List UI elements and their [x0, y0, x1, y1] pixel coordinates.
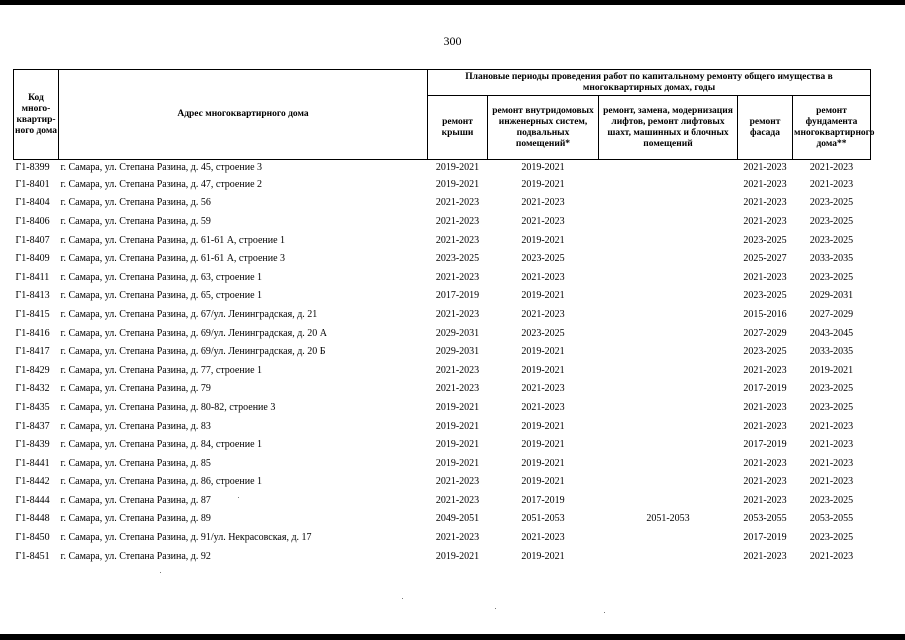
- row-code: Г1-8432: [15, 383, 50, 395]
- row-address: г. Самара, ул. Степана Разина, д. 47, строение 2: [60, 178, 263, 190]
- row-facade: 2021-2023: [743, 271, 787, 283]
- row-internal-systems: 2017-2019: [521, 494, 565, 506]
- row-roof: 2021-2023: [435, 494, 480, 506]
- row-roof: 2029-2031: [435, 346, 480, 358]
- row-code: Г1-8411: [15, 271, 50, 283]
- row-foundation: 2021-2023: [809, 420, 854, 432]
- row-address: г. Самара, ул. Степана Разина, д. 84, строение 1: [60, 439, 263, 451]
- row-internal-systems: 2021-2023: [521, 271, 565, 283]
- row-address: г. Самара, ул. Степана Разина, д. 56: [60, 197, 211, 209]
- row-facade: 2021-2023: [743, 550, 787, 562]
- row-internal-systems: 2019-2021: [521, 420, 565, 432]
- row-roof: 2021-2023: [435, 215, 480, 227]
- row-lifts: [599, 342, 738, 361]
- row-internal-systems: 2021-2023: [521, 197, 565, 209]
- row-internal-systems: 2021-2023: [521, 308, 565, 320]
- row-address: г. Самара, ул. Степана Разина, д. 83: [60, 420, 211, 432]
- row-roof: 2019-2021: [435, 550, 480, 562]
- row-lifts: [599, 212, 738, 231]
- row-code: Г1-8448: [15, 513, 50, 525]
- row-lifts: [599, 528, 738, 547]
- row-foundation: 2019-2021: [809, 364, 854, 376]
- row-roof: 2019-2021: [435, 401, 480, 413]
- table-row: [14, 510, 871, 529]
- row-internal-systems: 2019-2021: [521, 550, 565, 562]
- row-foundation: 2023-2025: [809, 271, 854, 283]
- row-roof: 2021-2023: [435, 383, 480, 395]
- row-code: Г1-8415: [15, 308, 50, 320]
- scan-speck: [402, 598, 403, 599]
- row-address: г. Самара, ул. Степана Разина, д. 69/ул. Ленинградская, д. 20 А: [60, 327, 328, 339]
- row-address: г. Самара, ул. Степана Разина, д. 85: [60, 457, 211, 469]
- row-lifts: [599, 231, 738, 250]
- row-lifts: [599, 249, 738, 268]
- table-row: [14, 435, 871, 454]
- row-lifts: 2051-2053: [646, 513, 690, 525]
- row-foundation: 2021-2023: [809, 457, 854, 469]
- row-address: г. Самара, ул. Степана Разина, д. 87: [60, 494, 211, 506]
- row-internal-systems: 2021-2023: [521, 215, 565, 227]
- row-roof: 2019-2021: [435, 420, 480, 432]
- row-address: г. Самара, ул. Степана Разина, д. 65, строение 1: [60, 290, 263, 302]
- row-address: г. Самара, ул. Степана Разина, д. 59: [60, 215, 211, 227]
- row-facade: 2021-2023: [743, 178, 787, 190]
- row-foundation: 2021-2023: [809, 476, 854, 488]
- row-internal-systems: 2019-2021: [521, 346, 565, 358]
- row-code: Г1-8401: [15, 178, 50, 190]
- row-address: г. Самара, ул. Степана Разина, д. 86, строение 1: [60, 476, 263, 488]
- row-address: г. Самара, ул. Степана Разина, д. 45, строение 3: [60, 162, 263, 173]
- table-row: [14, 231, 871, 250]
- row-code: Г1-8442: [15, 476, 50, 488]
- table-row: [14, 305, 871, 324]
- header-foundation: ремонт фундамента многоквартирного дома**: [793, 96, 871, 160]
- row-facade: 2021-2023: [743, 420, 787, 432]
- table-row: [14, 398, 871, 417]
- table-row: [14, 268, 871, 287]
- row-facade: 2027-2029: [743, 327, 787, 339]
- row-code: Г1-8413: [15, 290, 50, 302]
- row-address: г. Самара, ул. Степана Разина, д. 67/ул. Ленинградская, д. 21: [60, 308, 318, 320]
- row-roof: 2019-2021: [435, 439, 480, 451]
- table-row: [14, 473, 871, 492]
- scan-speck: [160, 572, 161, 573]
- row-internal-systems: 2021-2023: [521, 383, 565, 395]
- table-row: [14, 528, 871, 547]
- row-roof: 2021-2023: [435, 476, 480, 488]
- row-facade: 2021-2023: [743, 197, 787, 209]
- row-facade: 2023-2025: [743, 234, 787, 246]
- row-lifts: [599, 473, 738, 492]
- row-code: Г1-8399: [15, 162, 50, 173]
- row-lifts: [599, 194, 738, 213]
- row-foundation: 2023-2025: [809, 532, 854, 544]
- row-code: Г1-8416: [15, 327, 50, 339]
- table-row: [14, 324, 871, 343]
- row-foundation: 2043-2045: [809, 327, 854, 339]
- row-address: г. Самара, ул. Степана Разина, д. 92: [60, 550, 211, 562]
- header-address: Адрес многоквартирного дома: [59, 70, 428, 160]
- table-row: [14, 547, 871, 566]
- row-facade: 2023-2025: [743, 290, 787, 302]
- row-roof: 2019-2021: [435, 162, 480, 173]
- row-lifts: [599, 547, 738, 566]
- row-roof: 2019-2021: [435, 457, 480, 469]
- row-lifts: [599, 268, 738, 287]
- row-foundation: 2027-2029: [809, 308, 854, 320]
- capital-repair-table: [13, 69, 875, 565]
- row-roof: 2019-2021: [435, 178, 480, 190]
- row-address: г. Самара, ул. Степана Разина, д. 79: [60, 383, 211, 395]
- page-number: 300: [443, 34, 462, 48]
- row-facade: 2021-2023: [743, 162, 787, 173]
- table-header: [14, 70, 875, 160]
- row-foundation: 2023-2025: [809, 494, 854, 506]
- row-internal-systems: 2019-2021: [521, 439, 565, 451]
- row-code: Г1-8441: [15, 457, 50, 469]
- row-address: г. Самара, ул. Степана Разина, д. 63, строение 1: [60, 271, 263, 283]
- row-internal-systems: 2023-2025: [521, 253, 565, 265]
- table-row: [14, 454, 871, 473]
- header-code: Код много-квартир-ного дома: [14, 70, 59, 160]
- row-internal-systems: 2019-2021: [521, 476, 565, 488]
- table-row: [14, 287, 871, 306]
- row-facade: 2053-2055: [743, 513, 787, 525]
- row-code: Г1-8444: [15, 494, 50, 506]
- row-roof: 2021-2023: [435, 197, 480, 209]
- row-code: Г1-8409: [15, 253, 50, 265]
- row-facade: 2021-2023: [743, 215, 787, 227]
- table-row: [14, 160, 871, 176]
- row-address: г. Самара, ул. Степана Разина, д. 89: [60, 513, 211, 525]
- row-lifts: [599, 361, 738, 380]
- row-foundation: 2023-2025: [809, 383, 854, 395]
- row-lifts: [599, 175, 738, 194]
- row-facade: 2023-2025: [743, 346, 787, 358]
- row-facade: 2017-2019: [743, 532, 787, 544]
- table-row: [14, 212, 871, 231]
- row-address: г. Самара, ул. Степана Разина, д. 91/ул. Некрасовская, д. 17: [60, 532, 312, 544]
- row-roof: 2029-2031: [435, 327, 480, 339]
- scan-top-border: [0, 0, 905, 5]
- row-internal-systems: 2021-2023: [521, 401, 565, 413]
- row-code: Г1-8439: [15, 439, 50, 451]
- table-row: [14, 491, 871, 510]
- header-facade: ремонт фасада: [738, 96, 793, 160]
- row-facade: 2021-2023: [743, 457, 787, 469]
- row-address: г. Самара, ул. Степана Разина, д. 69/ул. Ленинградская, д. 20 Б: [60, 346, 326, 358]
- table-body: [14, 160, 871, 566]
- header-internal-systems: ремонт внутридомовых инженерных систем, подвальных помещений*: [488, 96, 599, 160]
- scan-speck: [495, 608, 496, 609]
- row-lifts: [599, 380, 738, 399]
- row-facade: 2021-2023: [743, 476, 787, 488]
- row-roof: 2021-2023: [435, 364, 480, 376]
- row-foundation: 2053-2055: [809, 513, 854, 525]
- row-code: Г1-8417: [15, 346, 50, 358]
- row-lifts: [599, 491, 738, 510]
- row-lifts: [599, 398, 738, 417]
- table-row: [14, 175, 871, 194]
- row-facade: 2021-2023: [743, 401, 787, 413]
- row-foundation: 2021-2023: [809, 439, 854, 451]
- row-lifts: [599, 435, 738, 454]
- row-roof: 2017-2019: [435, 290, 480, 302]
- row-code: Г1-8450: [15, 532, 50, 544]
- row-roof: 2021-2023: [435, 532, 480, 544]
- header-roof: ремонт крыши: [428, 96, 488, 160]
- row-lifts: [599, 160, 738, 176]
- row-internal-systems: 2019-2021: [521, 290, 565, 302]
- row-code: Г1-8451: [15, 550, 50, 562]
- row-facade: 2017-2019: [743, 439, 787, 451]
- header-lifts: ремонт, замена, модернизация лифтов, ремонт лифтовых шахт, машинных и блочных помещений: [599, 96, 738, 160]
- table-row: [14, 342, 871, 361]
- row-internal-systems: 2019-2021: [521, 234, 565, 246]
- row-internal-systems: 2019-2021: [521, 457, 565, 469]
- row-code: Г1-8406: [15, 215, 50, 227]
- row-foundation: 2029-2031: [809, 290, 854, 302]
- table-row: [14, 249, 871, 268]
- header-periods: Плановые периоды проведения работ по капитальному ремонту общего имущества в многоквартирных домах, годы: [428, 70, 871, 96]
- row-internal-systems: 2023-2025: [521, 327, 565, 339]
- row-code: Г1-8429: [15, 364, 50, 376]
- row-roof: 2021-2023: [435, 234, 480, 246]
- row-internal-systems: 2019-2021: [521, 364, 565, 376]
- table-row: [14, 417, 871, 436]
- row-foundation: 2033-2035: [809, 346, 854, 358]
- row-roof: 2021-2023: [435, 271, 480, 283]
- row-lifts: [599, 287, 738, 306]
- scan-speck: [238, 497, 239, 498]
- row-code: Г1-8404: [15, 197, 50, 209]
- row-code: Г1-8435: [15, 401, 50, 413]
- row-facade: 2017-2019: [743, 383, 787, 395]
- row-foundation: 2023-2025: [809, 197, 854, 209]
- row-lifts: [599, 454, 738, 473]
- row-facade: 2015-2016: [743, 308, 787, 320]
- row-roof: 2021-2023: [435, 308, 480, 320]
- row-address: г. Самара, ул. Степана Разина, д. 80-82, строение 3: [60, 401, 276, 413]
- row-foundation: 2023-2025: [809, 215, 854, 227]
- table-row: [14, 361, 871, 380]
- row-address: г. Самара, ул. Степана Разина, д. 61-61 А, строение 3: [60, 253, 286, 265]
- row-facade: 2021-2023: [743, 364, 787, 376]
- row-foundation: 2021-2023: [809, 550, 854, 562]
- row-foundation: 2021-2023: [809, 178, 854, 190]
- row-foundation: 2033-2035: [809, 253, 854, 265]
- row-address: г. Самара, ул. Степана Разина, д. 77, строение 1: [60, 364, 263, 376]
- row-facade: 2021-2023: [743, 494, 787, 506]
- table-row: [14, 194, 871, 213]
- row-internal-systems: 2019-2021: [521, 162, 565, 173]
- row-lifts: [599, 324, 738, 343]
- row-internal-systems: 2021-2023: [521, 532, 565, 544]
- table-row: [14, 380, 871, 399]
- scan-speck: [604, 612, 605, 613]
- row-lifts: [599, 305, 738, 324]
- row-lifts: [599, 417, 738, 436]
- row-facade: 2025-2027: [743, 253, 787, 265]
- row-internal-systems: 2019-2021: [521, 178, 565, 190]
- scan-bottom-border: [0, 634, 905, 640]
- row-code: Г1-8437: [15, 420, 50, 432]
- row-foundation: 2023-2025: [809, 401, 854, 413]
- row-roof: 2049-2051: [435, 513, 480, 525]
- row-foundation: 2023-2025: [809, 234, 854, 246]
- row-address: г. Самара, ул. Степана Разина, д. 61-61 А, строение 1: [60, 234, 286, 246]
- row-code: Г1-8407: [15, 234, 50, 246]
- row-roof: 2023-2025: [435, 253, 480, 265]
- row-internal-systems: 2051-2053: [521, 513, 565, 525]
- row-foundation: 2021-2023: [809, 162, 854, 173]
